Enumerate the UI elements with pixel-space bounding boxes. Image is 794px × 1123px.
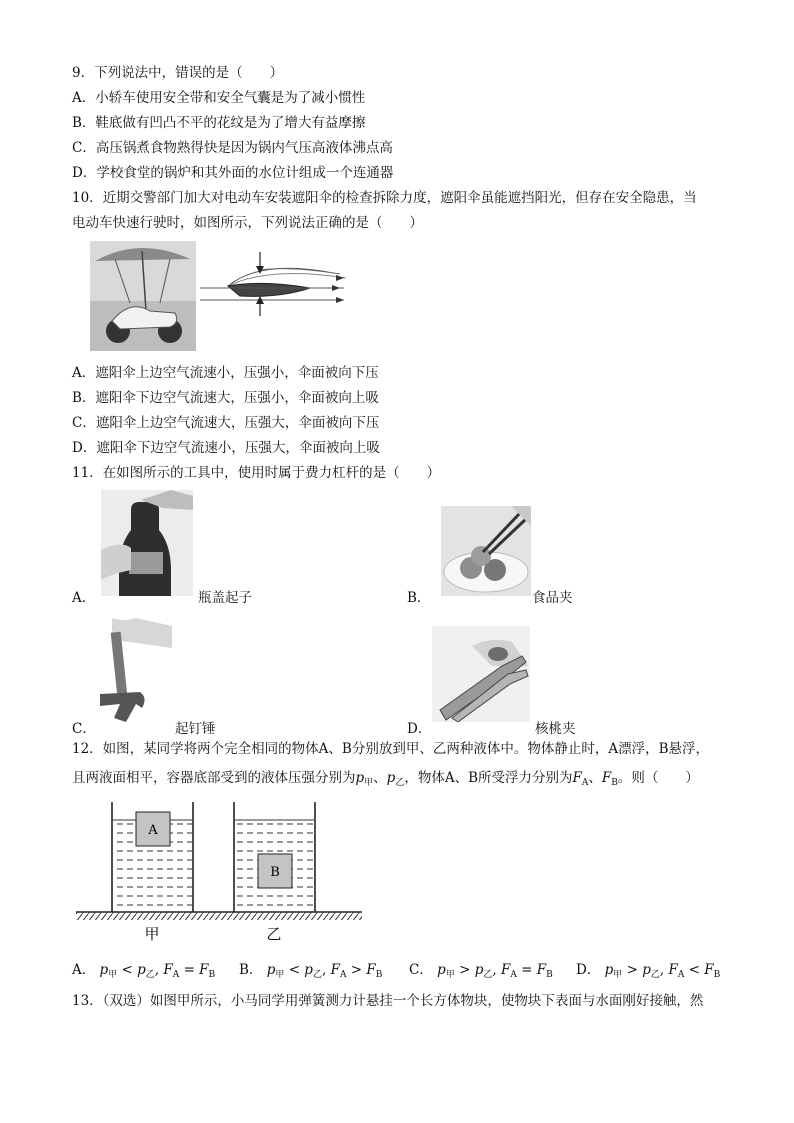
opt-b-rel-f: > bbox=[350, 962, 363, 978]
opt-a-p1: p bbox=[99, 962, 109, 978]
opt-c-f1-sub: A bbox=[510, 970, 517, 980]
q13-stem: 13．（双选）如图甲所示，小马同学用弹簧测力计悬挂一个长方体物块，使物块下表面与水面刚好接触，然 bbox=[72, 993, 704, 1009]
q12-option-b-letter: B． bbox=[239, 962, 263, 978]
claw-hammer-photo bbox=[96, 618, 172, 722]
opt-d-p2: p bbox=[642, 962, 651, 978]
opt-d-rel-f: < bbox=[688, 962, 700, 978]
q11-option-d-letter: D． bbox=[407, 721, 432, 737]
q12-stem-part-a: 且两液面相平，容器底部受到的液体压强分别为 bbox=[72, 770, 356, 786]
subscript-yi: 乙 bbox=[395, 778, 405, 788]
opt-a-f2-sub: B bbox=[208, 970, 216, 980]
opt-b-f2-sub: B bbox=[375, 970, 383, 980]
q11-option-a-name: 瓶盖起子 bbox=[198, 590, 252, 606]
opt-b-rel-p: < bbox=[288, 962, 300, 978]
q11-option-b-letter: B． bbox=[407, 590, 431, 606]
opt-b-p2-sub: 乙 bbox=[312, 970, 322, 980]
q12-stem-line2 bbox=[72, 769, 699, 792]
food-tongs-photo bbox=[441, 506, 531, 596]
opt-c-f2-sub: B bbox=[546, 970, 553, 980]
q12-option-d-letter: D． bbox=[576, 962, 601, 978]
q10-option-a: A．遮阳伞上边空气流速小，压强小，伞面被向下压 bbox=[72, 365, 379, 381]
q12-stem-line1: 12．如图，某同学将两个完全相同的物体A、B分别放到甲、乙两种液体中。物体静止时，A漂浮，B悬浮， bbox=[72, 741, 710, 757]
q10-option-d: D．遮阳伞下边空气流速小，压强大，伞面被向上吸 bbox=[72, 440, 380, 456]
cup-yi-label: 乙 bbox=[266, 925, 282, 943]
opt-a-f2: F bbox=[199, 962, 209, 978]
opt-b-p2: p bbox=[304, 962, 313, 978]
q9-option-b: B．鞋底做有凹凸不平的花纹是为了增大有益摩擦 bbox=[72, 115, 366, 131]
q12-option-a-letter: A． bbox=[72, 962, 96, 978]
opt-d-rel-p: > bbox=[626, 962, 638, 978]
opt-c-rel-p: > bbox=[459, 962, 471, 978]
opt-c-p1-sub: 甲 bbox=[445, 970, 455, 980]
subscript-B: B bbox=[611, 778, 618, 788]
q12-option-a: A． $p_甲 < p_乙$, $F_A = F_B$ bbox=[72, 962, 216, 980]
q9-option-a: A．小轿车使用安全带和安全气囊是为了减小惯性 bbox=[72, 90, 366, 106]
opt-b-p1-sub: 甲 bbox=[275, 970, 285, 980]
subscript-jia: 甲 bbox=[364, 778, 374, 788]
symbol-FA: F bbox=[572, 770, 582, 786]
bottle-opener-photo bbox=[101, 490, 193, 596]
subscript-A: A bbox=[581, 778, 589, 788]
q10-stem-line2: 电动车快速行驶时，如图所示，下列说法正确的是（ ） bbox=[72, 215, 423, 231]
q12-separator-2: 、 bbox=[588, 770, 602, 786]
opt-a-rel-f: = bbox=[183, 962, 195, 978]
opt-c-p1: p bbox=[437, 962, 446, 978]
opt-b-f1: F bbox=[330, 962, 340, 978]
opt-d-p1: p bbox=[604, 962, 614, 978]
q12-stem-part-c: 。则（ ） bbox=[617, 770, 699, 786]
q11-option-b-name: 食品夹 bbox=[532, 590, 573, 606]
opt-a-f1: F bbox=[163, 962, 173, 978]
opt-a-rel-p: < bbox=[121, 962, 133, 978]
q9-option-c: C．高压锅煮食物熟得快是因为锅内气压高液体沸点高 bbox=[72, 140, 393, 156]
opt-b-f2: F bbox=[366, 962, 376, 978]
q12-separator-1: 、 bbox=[373, 770, 387, 786]
opt-b-p1: p bbox=[266, 962, 276, 978]
symbol-p-yi: p bbox=[386, 770, 396, 786]
cup-jia-label: 甲 bbox=[144, 925, 160, 943]
q11-option-c-name: 起钉锤 bbox=[175, 721, 216, 737]
opt-b-f1-sub: A bbox=[339, 970, 347, 980]
symbol-FB: F bbox=[601, 770, 612, 786]
q11-option-d-name: 核桃夹 bbox=[535, 721, 576, 737]
q11-stem: 11．在如图所示的工具中，使用时属于费力杠杆的是（ ） bbox=[72, 465, 441, 481]
q11-option-c-letter: C． bbox=[72, 721, 96, 737]
q10-option-b: B．遮阳伞下边空气流速大，压强小，伞面被向上吸 bbox=[72, 390, 379, 406]
opt-a-p1-sub: 甲 bbox=[108, 970, 118, 980]
opt-d-f2-sub: B bbox=[713, 970, 721, 980]
symbol-p-jia: p bbox=[355, 770, 365, 786]
opt-c-p2: p bbox=[474, 962, 484, 978]
q10-stem-line1: 10．近期交警部门加大对电动车安装遮阳伞的检查拆除力度，遮阳伞虽能遮挡阳光，但存在安全隐患，当 bbox=[72, 190, 697, 206]
opt-c-f2: F bbox=[536, 962, 547, 978]
box-b-label: B bbox=[270, 865, 280, 880]
scooter-umbrella-photo bbox=[90, 241, 196, 351]
q10-option-c: C．遮阳伞上边空气流速大，压强大，伞面被向下压 bbox=[72, 415, 380, 431]
airflow-diagram bbox=[200, 250, 346, 320]
opt-c-rel-f: = bbox=[521, 962, 533, 978]
q9-option-d: D．学校食堂的锅炉和其外面的水位计组成一个连通器 bbox=[72, 165, 394, 181]
opt-a-p2: p bbox=[137, 962, 146, 978]
opt-a-p2-sub: 乙 bbox=[145, 970, 155, 980]
opt-d-p1-sub: 甲 bbox=[613, 970, 623, 980]
q12-option-d: D． $p_甲 > p_乙$, $F_A < F_B$ bbox=[576, 962, 721, 980]
opt-d-p2-sub: 乙 bbox=[650, 970, 660, 980]
nutcracker-photo bbox=[432, 626, 530, 722]
opt-c-f1: F bbox=[500, 962, 511, 978]
opt-d-f1: F bbox=[668, 962, 678, 978]
opt-d-f1-sub: A bbox=[677, 970, 685, 980]
opt-a-f1-sub: A bbox=[172, 970, 180, 980]
q12-option-c-letter: C． bbox=[409, 962, 433, 978]
q12-stem-part-b: ，物体A、B所受浮力分别为 bbox=[404, 770, 573, 786]
two-containers-diagram bbox=[76, 802, 366, 952]
opt-c-p2-sub: 乙 bbox=[483, 970, 493, 980]
q12-option-b: B． $p_甲 < p_乙$, $F_A > F_B$ bbox=[239, 962, 383, 980]
q11-option-a-letter: A． bbox=[72, 590, 96, 606]
opt-d-f2: F bbox=[704, 962, 714, 978]
q12-option-c: C． $p_甲 > p_乙$, $F_A = F_B$ bbox=[409, 962, 553, 980]
q9-stem: 9．下列说法中，错误的是（ ） bbox=[72, 65, 284, 81]
box-a-label: A bbox=[148, 823, 158, 838]
